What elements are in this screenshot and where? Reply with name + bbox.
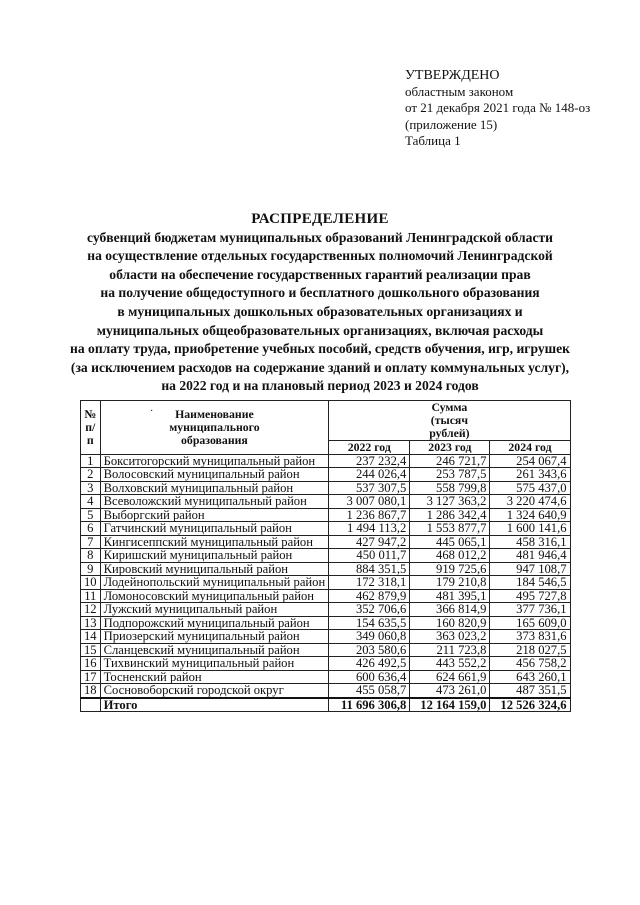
- scan-dot: ·: [150, 406, 154, 417]
- heading-line: субвенций бюджетам муниципальных образований Ленинградской области: [87, 229, 553, 245]
- municipality-name: Кировский муниципальный район: [100, 562, 329, 576]
- amount-2024: 495 727,8: [490, 589, 570, 603]
- table-body: [81, 454, 571, 712]
- amount-2023: 443 552,2: [410, 657, 490, 671]
- col-name-header: Наименование муниципального образования: [100, 401, 329, 455]
- table-number: Таблица 1: [405, 132, 461, 148]
- table-row: [81, 495, 571, 509]
- amount-2024: 377 736,1: [490, 603, 570, 617]
- amount-2023: 1 553 877,7: [410, 522, 490, 536]
- table-row: [81, 481, 571, 495]
- heading-line: (за исключением расходов на содержание зданий и оплату коммунальных услуг),: [70, 359, 570, 375]
- table-row: [81, 589, 571, 603]
- amount-2022: 244 026,4: [329, 468, 410, 482]
- municipality-name: Ломоносовский муниципальный район: [100, 589, 329, 603]
- approval-title: УТВЕРЖДЕНО: [405, 68, 500, 83]
- amount-2022: 450 011,7: [329, 549, 410, 563]
- year-header: 2022 год: [329, 441, 410, 455]
- amount-2023: 160 820,9: [410, 616, 490, 630]
- approval-block: [405, 68, 590, 149]
- amount-2023: 919 725,6: [410, 562, 490, 576]
- amount-2022: 349 060,8: [329, 630, 410, 644]
- municipality-name: Сланцевский муниципальный район: [100, 643, 329, 657]
- amount-2022: 884 351,5: [329, 562, 410, 576]
- table-header-row: [81, 401, 571, 441]
- amount-2022: 154 635,5: [329, 616, 410, 630]
- municipality-name: Волховский муниципальный район: [100, 481, 329, 495]
- col-number-header: № п/п: [81, 401, 101, 455]
- amount-2024: 184 546,5: [490, 576, 570, 590]
- municipality-name: Бокситогорский муниципальный район: [100, 454, 329, 468]
- row-number: 15: [81, 643, 101, 657]
- col-sum-header: Сумма (тысяч рублей): [329, 401, 570, 441]
- approval-line: областным законом: [405, 84, 514, 100]
- table-row: [81, 454, 571, 468]
- municipality-name: Тосненский район: [100, 670, 329, 684]
- row-number: 4: [81, 495, 101, 509]
- heading-line: на 2022 год и на плановый период 2023 и 2024 годов: [161, 378, 479, 394]
- row-number: 7: [81, 535, 101, 549]
- amount-2024: 254 067,4: [490, 454, 570, 468]
- amount-2022: 600 636,4: [329, 670, 410, 684]
- amount-2024: 487 351,5: [490, 684, 570, 698]
- amount-2022: 172 318,1: [329, 576, 410, 590]
- total-label: Итого: [100, 698, 329, 712]
- municipality-name: Всеволожский муниципальный район: [100, 495, 329, 509]
- amount-2022: 1 494 113,2: [329, 522, 410, 536]
- row-number: 8: [81, 549, 101, 563]
- table-row: [81, 684, 571, 698]
- table-row: [81, 643, 571, 657]
- amount-2023: 211 723,8: [410, 643, 490, 657]
- municipality-name: Выборгский район: [100, 508, 329, 522]
- distribution-table: [80, 400, 571, 712]
- amount-2024: 481 946,4: [490, 549, 570, 563]
- total-2022: 11 696 306,8: [329, 698, 410, 712]
- amount-2024: 575 437,0: [490, 481, 570, 495]
- amount-2024: 165 609,0: [490, 616, 570, 630]
- total-2024: 12 526 324,6: [490, 698, 570, 712]
- row-number: 16: [81, 657, 101, 671]
- year-header: 2023 год: [410, 441, 490, 455]
- heading-line: области на обеспечение государственных гарантий реализации прав: [109, 266, 531, 282]
- amount-2024: 456 758,2: [490, 657, 570, 671]
- amount-2022: 462 879,9: [329, 589, 410, 603]
- amount-2022: 455 058,7: [329, 684, 410, 698]
- amount-2023: 246 721,7: [410, 454, 490, 468]
- amount-2023: 1 286 342,4: [410, 508, 490, 522]
- amount-2022: 426 492,5: [329, 657, 410, 671]
- total-empty-cell: [81, 698, 101, 712]
- table-row: [81, 549, 571, 563]
- row-number: 1: [81, 454, 101, 468]
- heading-main: РАСПРЕДЕЛЕНИЕ: [251, 211, 389, 227]
- amount-2024: 458 316,1: [490, 535, 570, 549]
- municipality-name: Тихвинский муниципальный район: [100, 657, 329, 671]
- amount-2024: 373 831,6: [490, 630, 570, 644]
- row-number: 3: [81, 481, 101, 495]
- amount-2024: 947 108,7: [490, 562, 570, 576]
- heading-line: на осуществление отдельных государственных полномочий Ленинградской: [87, 248, 553, 264]
- amount-2024: 1 324 640,9: [490, 508, 570, 522]
- row-number: 2: [81, 468, 101, 482]
- municipality-name: Приозерский муниципальный район: [100, 630, 329, 644]
- amount-2022: 203 580,6: [329, 643, 410, 657]
- amount-2023: 481 395,1: [410, 589, 490, 603]
- amount-2022: 352 706,6: [329, 603, 410, 617]
- municipality-name: Сосновоборский городской округ: [100, 684, 329, 698]
- municipality-name: Подпорожский муниципальный район: [100, 616, 329, 630]
- amount-2022: 427 947,2: [329, 535, 410, 549]
- table-row: [81, 576, 571, 590]
- row-number: 12: [81, 603, 101, 617]
- amount-2022: 237 232,4: [329, 454, 410, 468]
- municipality-name: Волосовский муниципальный район: [100, 468, 329, 482]
- heading-line: на получение общедоступного и бесплатного дошкольного образования: [100, 285, 540, 301]
- row-number: 18: [81, 684, 101, 698]
- row-number: 17: [81, 670, 101, 684]
- table-row: [81, 468, 571, 482]
- approval-line: от 21 декабря 2021 года № 148-оз: [405, 100, 591, 116]
- table-row: [81, 522, 571, 536]
- amount-2023: 468 012,2: [410, 549, 490, 563]
- amount-2022: 537 307,5: [329, 481, 410, 495]
- municipality-name: Кингисеппский муниципальный район: [100, 535, 329, 549]
- table-row: [81, 630, 571, 644]
- document-heading: [40, 210, 600, 396]
- amount-2022: 3 007 080,1: [329, 495, 410, 509]
- amount-2023: 253 787,5: [410, 468, 490, 482]
- amount-2023: 179 210,8: [410, 576, 490, 590]
- heading-line: в муниципальных дошкольных образовательных организациях и: [117, 303, 523, 319]
- amount-2023: 473 261,0: [410, 684, 490, 698]
- amount-2024: 261 343,6: [490, 468, 570, 482]
- table-row: [81, 508, 571, 522]
- total-row: [81, 698, 571, 712]
- row-number: 11: [81, 589, 101, 603]
- heading-line: на оплату труда, приобретение учебных пособий, средств обучения, игр, игрушек: [70, 341, 570, 357]
- municipality-name: Лужский муниципальный район: [100, 603, 329, 617]
- municipality-name: Лодейнопольский муниципальный район: [100, 576, 329, 590]
- row-number: 9: [81, 562, 101, 576]
- amount-2023: 445 065,1: [410, 535, 490, 549]
- table-row: [81, 670, 571, 684]
- amount-2023: 363 023,2: [410, 630, 490, 644]
- municipality-name: Киришский муниципальный район: [100, 549, 329, 563]
- approval-line: (приложение 15): [405, 116, 498, 132]
- row-number: 5: [81, 508, 101, 522]
- table-row: [81, 657, 571, 671]
- amount-2023: 3 127 363,2: [410, 495, 490, 509]
- municipality-name: Гатчинский муниципальный район: [100, 522, 329, 536]
- row-number: 13: [81, 616, 101, 630]
- heading-line: муниципальных общеобразовательных организациях, включая расходы: [96, 322, 544, 338]
- row-number: 10: [81, 576, 101, 590]
- amount-2023: 624 661,9: [410, 670, 490, 684]
- amount-2024: 218 027,5: [490, 643, 570, 657]
- table-row: [81, 535, 571, 549]
- amount-2022: 1 236 867,7: [329, 508, 410, 522]
- amount-2024: 1 600 141,6: [490, 522, 570, 536]
- row-number: 6: [81, 522, 101, 536]
- table-row: [81, 616, 571, 630]
- table-row: [81, 603, 571, 617]
- amount-2023: 366 814,9: [410, 603, 490, 617]
- table-row: [81, 562, 571, 576]
- total-2023: 12 164 159,0: [410, 698, 490, 712]
- amount-2024: 3 220 474,6: [490, 495, 570, 509]
- row-number: 14: [81, 630, 101, 644]
- amount-2024: 643 260,1: [490, 670, 570, 684]
- year-header: 2024 год: [490, 441, 570, 455]
- amount-2023: 558 799,8: [410, 481, 490, 495]
